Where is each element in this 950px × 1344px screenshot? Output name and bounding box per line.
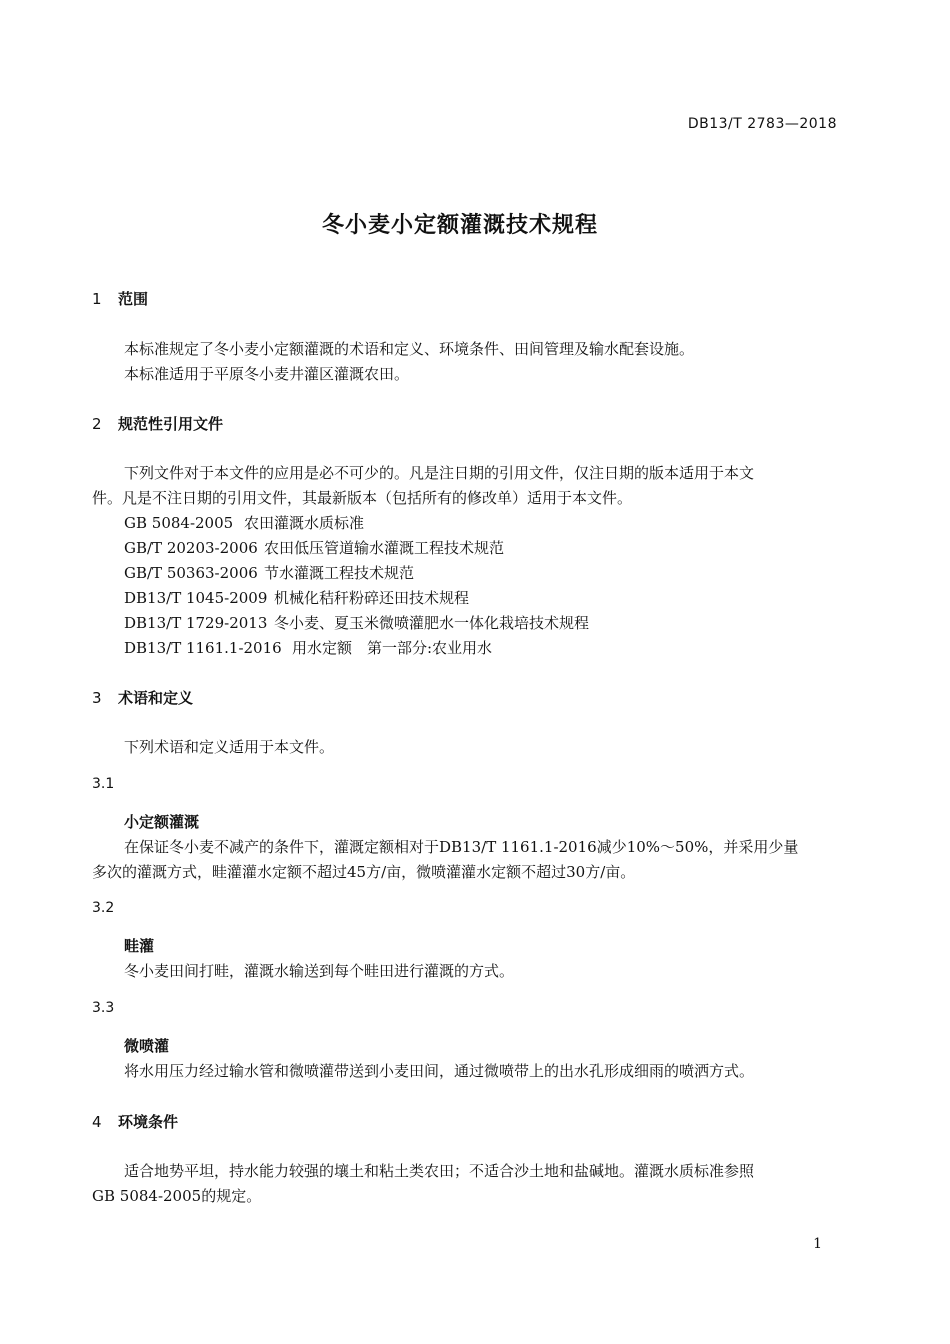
paragraph-line: 适合地势平坦，持水能力较强的壤土和粘土类农田；不适合沙土地和盐碱地。灌溉水质标准参照 <box>124 1162 755 1180</box>
section-number: 4 <box>92 1113 102 1131</box>
term-name: 小定额灌溉 <box>124 813 200 831</box>
reference-code: DB13/T 1729-2013 <box>124 614 268 632</box>
reference-item <box>124 612 589 633</box>
section-title: 术语和定义 <box>118 689 194 707</box>
section-4-heading <box>92 1111 178 1132</box>
document-title: 冬小麦小定额灌溉技术规程 <box>321 213 598 238</box>
term-name: 畦灌 <box>124 937 155 955</box>
reference-item <box>124 537 504 558</box>
reference-item <box>124 587 469 608</box>
paragraph-line: 下列文件对于本文件的应用是必不可少的。凡是注日期的引用文件，仅注日期的版本适用于本文 <box>124 464 755 482</box>
subsection-number: 3.2 <box>92 900 115 916</box>
paragraph-line: 件。凡是不注日期的引用文件，其最新版本（包括所有的修改单）适用于本文件。 <box>92 489 633 507</box>
section-title: 环境条件 <box>118 1113 179 1131</box>
paragraph: 本标准适用于平原冬小麦井灌区灌溉农田。 <box>124 365 410 383</box>
reference-code: GB/T 50363-2006 <box>124 564 258 582</box>
page-number: 1 <box>813 1236 822 1252</box>
reference-item <box>124 637 492 658</box>
reference-code: DB13/T 1045-2009 <box>124 589 268 607</box>
definition-line: 将水用压力经过输水管和微喷灌带送到小麦田间，通过微喷带上的出水孔形成细雨的喷洒方式。 <box>124 1062 755 1080</box>
subsection-number: 3.1 <box>92 776 115 792</box>
section-number: 1 <box>92 290 102 308</box>
section-title: 范围 <box>118 290 149 308</box>
reference-code: DB13/T 1161.1-2016 <box>124 639 282 657</box>
definition-line: 在保证冬小麦不减产的条件下，灌溉定额相对于DB13/T 1161.1-2016减少10%～50%，并采用少量 <box>124 838 799 856</box>
paragraph: 本标准规定了冬小麦小定额灌溉的术语和定义、环境条件、田间管理及输水配套设施。 <box>124 340 695 358</box>
reference-name: 机械化秸秆粉碎还田技术规程 <box>274 589 470 607</box>
term-name: 微喷灌 <box>124 1037 170 1055</box>
reference-item <box>124 562 414 583</box>
section-title: 规范性引用文件 <box>118 415 224 433</box>
document-number: DB13/T 2783—2018 <box>687 116 837 132</box>
section-1-heading <box>92 288 148 309</box>
definition-line: 冬小麦田间打畦，灌溉水输送到每个畦田进行灌溉的方式。 <box>124 962 515 980</box>
paragraph: 下列术语和定义适用于本文件。 <box>124 738 335 756</box>
section-number: 3 <box>92 689 102 707</box>
reference-code: GB/T 20203-2006 <box>124 539 258 557</box>
reference-name: 冬小麦、夏玉米微喷灌肥水一体化栽培技术规程 <box>274 614 590 632</box>
definition-line: 多次的灌溉方式，畦灌灌水定额不超过45方/亩，微喷灌灌水定额不超过30方/亩。 <box>92 863 636 881</box>
section-number: 2 <box>92 415 102 433</box>
reference-name: 农田灌溉水质标准 <box>244 514 365 532</box>
reference-code: GB 5084-2005 <box>124 514 234 532</box>
subsection-number: 3.3 <box>92 1000 115 1016</box>
section-2-heading <box>92 413 223 434</box>
reference-name: 节水灌溉工程技术规范 <box>264 564 415 582</box>
reference-item <box>124 512 364 533</box>
paragraph-line: GB 5084-2005的规定。 <box>92 1187 262 1205</box>
section-3-heading <box>92 687 193 708</box>
reference-name: 用水定额 第一部分:农业用水 <box>292 639 493 657</box>
reference-name: 农田低压管道输水灌溉工程技术规范 <box>264 539 505 557</box>
